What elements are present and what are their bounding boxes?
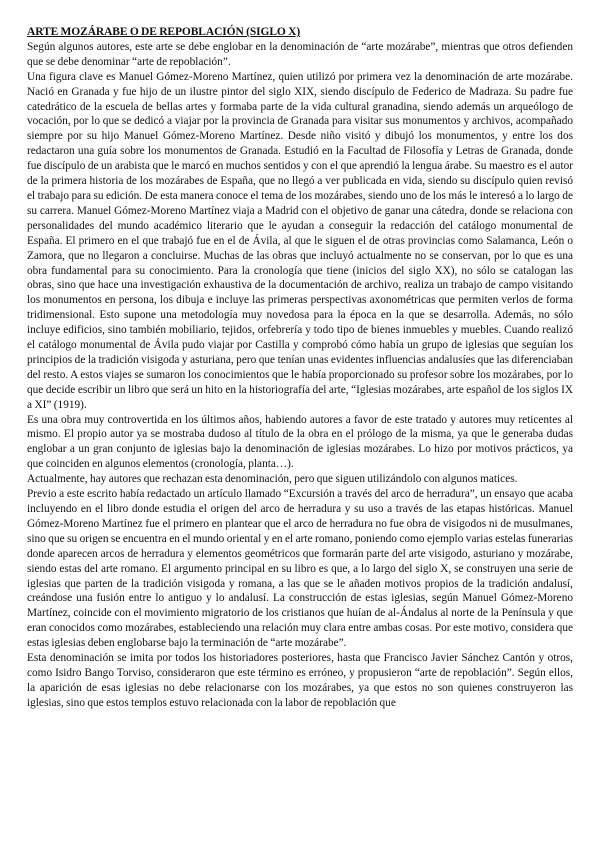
paragraph-controversy: Es una obra muy controvertida en los últimos años, habiendo autores a favor de este tratado y autores muy reticentes al mismo. El propio autor ya se mostraba dudoso al título de la obra en el prólogo de la misma, ya que le generaba dudas englobar a un gran conjunto de iglesias bajo la denominación de iglesias mozárabes. Lo hizo por motivos prácticos, ya que coinciden en algunos elementos (cronología, planta…). bbox=[27, 413, 573, 471]
paragraph-intro: Según algunos autores, este arte se debe englobar en la denominación de “arte mozárabe”, mientras que otros defienden que se debe denominar “arte de repoblación”. bbox=[27, 40, 573, 68]
paragraph-current-authors: Actualmente, hay autores que rechazan esta denominación, pero que siguen utilizándolo con algunos matices. bbox=[27, 473, 518, 486]
paragraph-repoblacion: Esta denominación se imita por todos los historiadores posteriores, hasta que Francisco Javier Sánchez Cantón y otros, como Isidro Bango Torviso, consideraron que este término es erróneo, y propusieron “arte de repoblación”. Según ellos, la aparición de esas iglesias no debe relacionarse con los mozárabes, ya que estos no son quienes construyeron las iglesias, sino que estos templos estuvo relacionada con la labor de repoblación que bbox=[27, 652, 573, 709]
paragraph-gomez-moreno: Una figura clave es Manuel Gómez-Moreno Martínez, quien utilizó por primera vez la denominación de arte mozárabe. Nació en Granada y fue hijo de un ilustre pintor del siglo XIX, siendo discípulo de Federico de Madraza. Su padre fue catedrático de la escuela de bellas artes y formaba parte de la vida cultural granadina, siendo además un arqueólogo de vocación, por lo que se dedicó a viajar por la provincia de Granada para visitar sus monumentos y archivos, acompañado siempre por su hijo Manuel Gómez-Moreno Martínez. Desde niño visitó y dibujó los monumentos, y entre los dos redactaron una guía sobre los monumentos de Granada. Estudió en la Facultad de Filosofía y Letras de Granada, donde fue discípulo de un arabista que le marcó en muchos sentidos y con el que aprendió la lengua árabe. Su maestro es el autor de la primera historia de los mozárabes de España, que no llegó a ver publicada en vida, siendo su discípulo quien revisó el trabajo para su edición. De esta manera conoce el tema de los mozárabes, siendo uno de los más le interesó a lo largo de su carrera. Manuel Gómez-Moreno Martínez viaja a Madrid con el objetivo de ganar una cátedra, donde se relaciona con personalidades del mundo académico literario que le ayudan a conseguir la redacción del catálogo monumental de España. El primero en el que trabajó fue en el de Ávila, al que le siguen el de otras provincias como Salamanca, León o Zamora, que no llegaron a concluirse. Muchas de las obras que incluyó actualmente no se conservan, por lo que es una obra fundamental para su conocimiento. Para la cronología que tiene (inicios del siglo XX), no sólo se catalogan las obras, sino que hace una investigación exhaustiva de la documentación de archivo, realiza un trabajo de campo visitando los monumentos en persona, los dibuja e incluye las primeras perspectivas axonométricas que permiten verlos de forma tridimensional. Esto supone una metodología muy novedosa para la época en la que se desarrolla. Además, no sólo incluye edificios, sino también mobiliario, tejidos, orfebrería y todo tipo de bienes inmuebles y muebles. Cuando realizó el catálogo monumental de Ávila pudo viajar por Castilla y comprobó cómo había un grupo de iglesias que seguían los principios de la tradición visigoda y asturiana, pero que tenían unas evidentes influencias andalusíes que las diferenciaban del resto. A estos viajes se sumaron los conocimientos que le había proporcionado su profesor sobre los mozárabes, por lo que decide escribir un libro que será un hito en la historiografía del arte, “Iglesias mozárabes, arte español de los siglos IX a XI” (1919). bbox=[27, 70, 573, 411]
paragraph-horseshoe-arch: Previo a este escrito había redactado un artículo llamado “Excursión a través del arco de herradura”, un ensayo que acaba incluyendo en el libro donde estudia el origen del arco de herradura y su uso a través de las etapas históricas. Manuel Gómez-Moreno Martínez fue el primero en plantear que el arco de herradura no fue obra de visigodos ni de musulmanes, sino que su origen se encuentra en el mundo oriental y en el arte romano, poniendo como ejemplo varias estelas funerarias donde aparecen arcos de herradura y elementos geométricos que formarán parte del arte visigodo, asturiano y mozárabe, siendo estas del arte romano. El argumento principal en su libro es que, a lo largo del siglo X, se construyen una serie de iglesias que parten de la tradición visigoda y romana, a las que se le añaden motivos propios de la tradición andalusí, creándose una fusión entre lo antiguo y lo andalusí. La construcción de estas iglesias, según Manuel Gómez-Moreno Martínez, coincide con el movimiento migratorio de los cristianos que huían de al-Ándalus al norte de la Península y que eran conocidos como mozárabes, estableciendo una relación muy clara entre ambas cosas. Por este motivo, considera que estas iglesias deben englobarse bajo la terminación de “arte mozárabe”. bbox=[27, 488, 573, 650]
document-body bbox=[27, 25, 573, 711]
document-title: ARTE MOZÁRABE O DE REPOBLACIÓN (SIGLO X) bbox=[27, 26, 301, 38]
